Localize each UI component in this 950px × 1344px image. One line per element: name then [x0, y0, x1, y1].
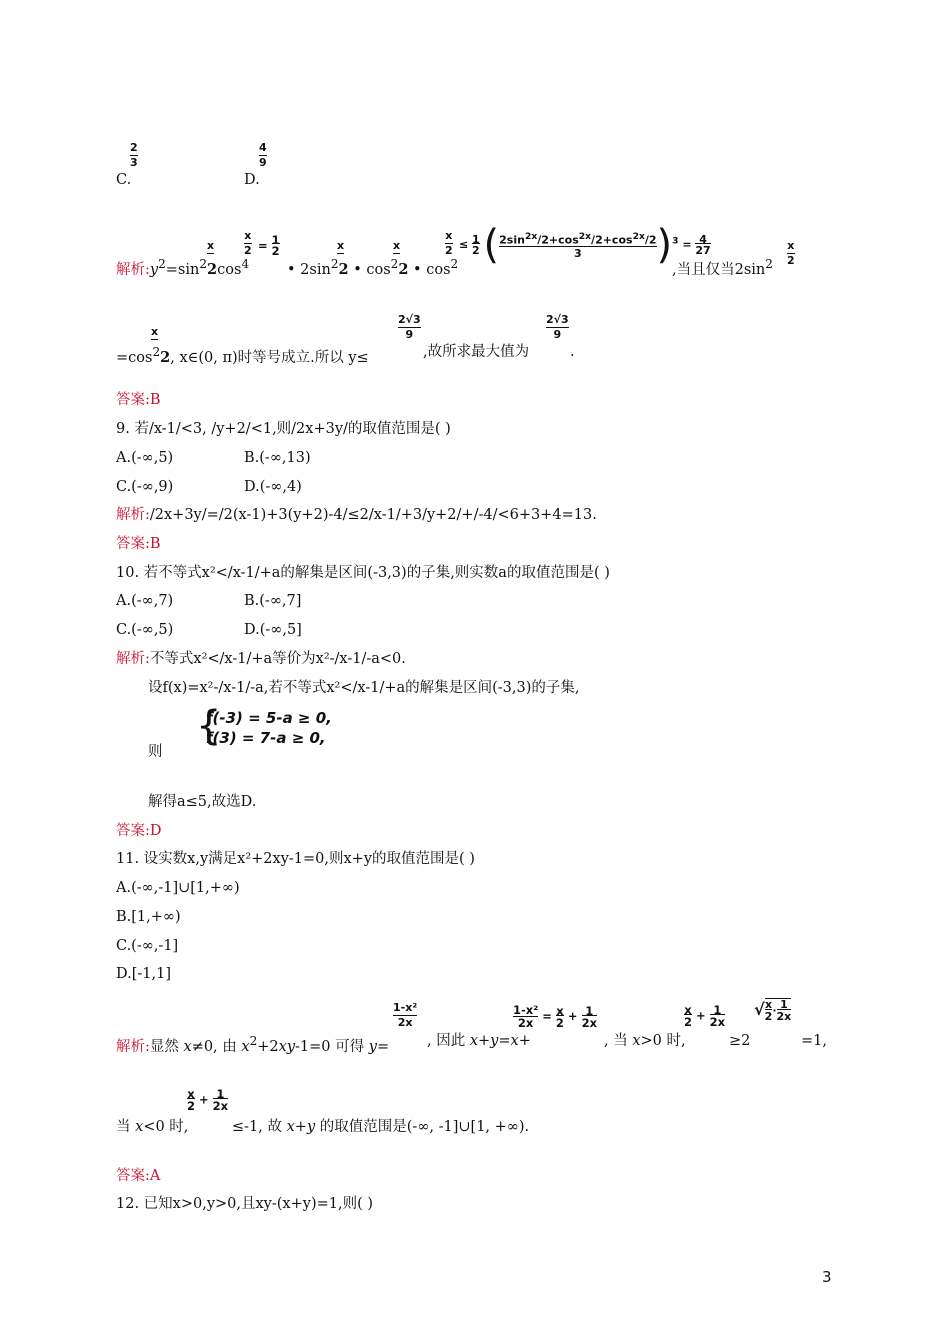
frac-1-x2-over-2x-a: 1-x² 2x	[393, 1001, 418, 1029]
q11-analysis-line1c: , 当 x>0 时,	[604, 1033, 686, 1049]
page-number: 3	[822, 1268, 832, 1286]
x-over-2-c: x	[393, 239, 401, 252]
option-c: C.	[116, 172, 132, 188]
q8-analysis-line1: 解析$:y^2=\sin^22\cos^4$	[116, 257, 250, 278]
sqrt-expression: √x 2· 1 2x	[754, 998, 792, 1023]
q11-option-b: B.[1,+∞)	[116, 909, 181, 925]
q10-solve: 解得a≤5,故选D.	[148, 794, 257, 810]
x-over-2-b: x	[337, 239, 345, 252]
q12-stem: 12. 已知x>0,y>0,且xy-(x+y)=1,则( )	[116, 1196, 374, 1212]
q11-answer: 答案:A	[116, 1168, 161, 1184]
analysis-label: 解析:	[116, 261, 150, 278]
q10-then: 则	[148, 744, 163, 760]
q10-option-b: B.(-∞,7]	[244, 593, 302, 609]
option-d-fraction: 4 9	[259, 141, 267, 169]
q11-analysis-line2: 当 x<0 时,	[116, 1119, 189, 1135]
q9-answer: 答案:B	[116, 536, 161, 552]
analysis-label: 解析:	[116, 651, 150, 667]
q10-option-d: D.(-∞,5]	[244, 622, 302, 638]
x-over-2-e: x 2	[787, 239, 795, 267]
q10-option-a: A.(-∞,7)	[116, 593, 174, 609]
q9-stem: 9. 若/x-1/<3, /y+2/<1,则/2x+3y/的取值范围是( )	[116, 421, 451, 437]
q10-analysis-2: 设f(x)=x²-/x-1/-a,若不等式x²</x-1/+a的解集是区间(-3,3)的子集,	[148, 680, 580, 696]
q9-option-c: C.(-∞,9)	[116, 479, 174, 495]
q11-eq1: =1,	[801, 1033, 827, 1049]
inequality-system: { f(-3) = 5-a ≥ 0, f(3) = 7-a ≥ 0,	[196, 703, 332, 749]
q8-analysis-mid: • $2\sin^22$ • $\cos^22$ • $\cos^2$	[287, 257, 459, 278]
x-over-2-a: x	[207, 239, 215, 252]
eq-half: = 1 2	[258, 233, 280, 258]
q11-analysis-line1b: , 因此 x+y=x+	[427, 1033, 531, 1049]
q8-analysis-line2b: ,故所求最大值为	[423, 344, 530, 360]
x-over-2-f: x	[151, 325, 159, 338]
amgm-bound: ≤ 1 2 ($2\sin^{2x}/2+\cos^{2x}/2+\cos^{2x}/2$ 3 )$^3$ = 4 27	[459, 222, 711, 268]
x-over-2-d: x 2	[445, 229, 453, 257]
q11-analysis-line1: 解析:显然 x≠0, 由 $x^2+2xy-1=0$ 可得 y=	[116, 1034, 390, 1055]
q10-stem: 10. 若不等式x²</x-1/+a的解集是区间(-3,3)的子集,则实数a的取值范围是( )	[116, 565, 610, 581]
q9-analysis: 解析:/2x+3y/=/2(x-1)+3(y+2)-4/≤2/x-1/+3/y+2/+/-4/<6+3+4=13.	[116, 507, 597, 523]
q11-stem: 11. 设实数x,y满足x²+2xy-1=0,则x+y的取值范围是( )	[116, 851, 475, 867]
q11-ge2: ≥2	[729, 1033, 751, 1049]
q11-option-c: C.(-∞,-1]	[116, 938, 179, 954]
q10-answer: 答案:D	[116, 823, 162, 839]
option-d: D.	[244, 172, 260, 188]
period: .	[570, 344, 575, 360]
max-fraction-b: 2√3 9	[546, 313, 569, 341]
q8-analysis-line2: $=\cos^22$, x∈(0, π)时等号成立.所以 y≤	[116, 345, 369, 366]
q8-analysis-end: ,当且仅当$2\sin^2$	[672, 257, 773, 278]
amgm-expression-2: x 2 + 1 2x	[187, 1087, 229, 1113]
q11-analysis-line2b: ≤-1, 故 x+y 的取值范围是(-∞, -1]∪[1, +∞).	[232, 1119, 530, 1135]
q11-option-d: D.[-1,1]	[116, 966, 171, 982]
q11-option-a: A.(-∞,-1]∪[1,+∞)	[116, 880, 240, 896]
q9-option-d: D.(-∞,4)	[244, 479, 302, 495]
frac-equality: 1-x² 2x = x 2 + 1 2x	[513, 1003, 597, 1030]
q9-option-b: B.(-∞,13)	[244, 450, 311, 466]
q10-analysis-1: 解析:不等式x²</x-1/+a等价为x²-/x-1/-a<0.	[116, 651, 406, 667]
max-fraction-a: 2√3 9	[398, 313, 421, 341]
q10-option-c: C.(-∞,5)	[116, 622, 174, 638]
amgm-expression: x 2 + 1 2x	[684, 1003, 726, 1029]
q8-answer: 答案:B	[116, 392, 161, 408]
system-row-2: f(3) = 7-a ≥ 0,	[206, 729, 326, 747]
option-c-fraction: 2 3	[130, 141, 138, 169]
system-row-1: f(-3) = 5-a ≥ 0,	[206, 709, 332, 727]
q9-option-a: A.(-∞,5)	[116, 450, 174, 466]
half-eq: x 2	[244, 229, 252, 257]
